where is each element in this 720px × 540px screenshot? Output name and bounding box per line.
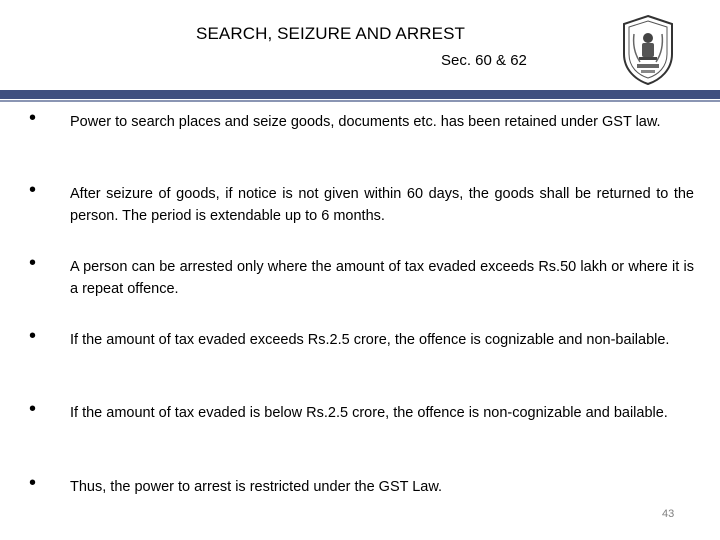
bullet-marker: • xyxy=(29,472,37,494)
bullet-marker: • xyxy=(29,252,37,274)
slide-subtitle: Sec. 60 & 62 xyxy=(441,52,527,69)
slide-title: SEARCH, SEIZURE AND ARREST xyxy=(196,24,465,43)
bullet-marker: • xyxy=(29,107,37,129)
bullet-text: If the amount of tax evaded exceeds Rs.2.5 crore, the offence is cognizable and non-bailable. xyxy=(70,332,670,348)
bullet-marker: • xyxy=(29,179,37,201)
bullet-text: Thus, the power to arrest is restricted under the GST Law. xyxy=(70,479,443,495)
bullet-text: A person can be arrested only where the amount of tax evaded exceeds Rs.50 lakh or where it is a repeat offence. xyxy=(70,259,694,297)
bullet-marker: • xyxy=(29,325,37,347)
page-number: 43 xyxy=(662,508,675,520)
bullet-text: Power to search places and seize goods, documents etc. has been retained under GST law. xyxy=(70,114,661,130)
bullet-text: If the amount of tax evaded is below Rs.2.5 crore, the offence is non-cognizable and bailable. xyxy=(70,405,668,421)
bullet-marker: • xyxy=(29,398,37,420)
bullet-text: After seizure of goods, if notice is not given within 60 days, the goods shall be returned to the person. The period is extendable up to 6 months. xyxy=(70,186,694,224)
